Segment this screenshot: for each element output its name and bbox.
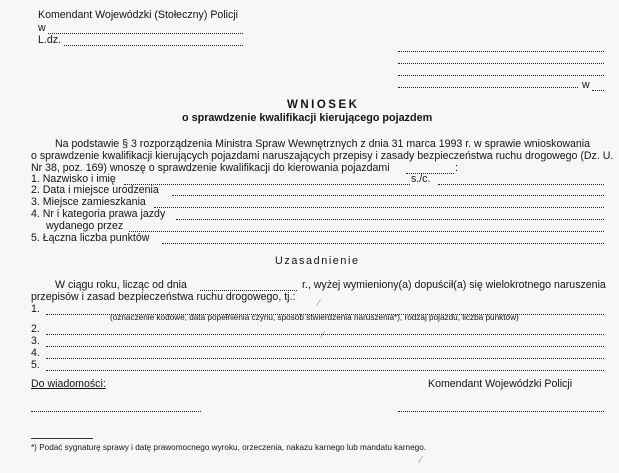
signature-field[interactable] [398,411,604,412]
field-label-sc: s./c. [411,173,431,185]
decorative-mark: ⁄ [420,455,422,466]
justification-line-2: przepisów i zasad bezpieczeństwa ruchu drogowego, tj.: [31,291,296,303]
issued-by-input[interactable] [129,231,604,232]
violation-input-2[interactable] [46,334,604,335]
footnote: *) Podać sygnaturę sprawy i datę prawomocnego wyroku, orzeczenia, nakazu karnego lub mandatu karnego. [31,443,427,452]
ldz-field[interactable] [64,45,243,46]
field-label-license: 4. Nr i kategoria prawa jazdy [31,208,166,220]
violation-number-3: 3. [31,335,40,347]
decorative-mark: ⁄ [318,298,320,309]
violation-note: (oznaczenie kodowe, data popełnienia czynu, sposób stwierdzenia naruszenia*), rodzaj pojazdu, liczba punktów) [110,313,519,322]
addressee-line-4[interactable] [398,87,578,88]
document-title: WNIOSEK [287,99,360,111]
cc-recipient-field[interactable] [31,411,201,412]
ldz-label: L.dz. [38,34,61,46]
birth-input[interactable] [172,195,604,196]
document-subtitle: o sprawdzenie kwalifikacji kierującego pojazdem [182,112,433,124]
violation-input-4[interactable] [46,358,604,359]
addressee-line-3[interactable] [398,75,604,76]
intro-line-2: o sprawdzenie kwalifikacji kierujących pojazdami naruszających przepisy i zasady bezpieczeństwa ruchu drogowego (Dz. U. [31,150,614,162]
parent-name-input[interactable] [438,184,604,185]
justification-heading: Uzasadnienie [275,255,360,267]
cc-label: Do wiadomości: [31,378,106,390]
field-label-address: 3. Miejsce zamieszkania [31,196,146,208]
name-input[interactable] [124,184,410,185]
intro-line-3: Nr 38, poz. 169) wnoszę o sprawdzenie kwalifikacji do kierowania pojazdami [31,162,390,174]
violation-input-3[interactable] [46,346,604,347]
points-input[interactable] [162,243,604,244]
issuing-authority: Komendant Wojewódzki (Stołeczny) Policji [38,9,238,21]
decorative-mark: ⁄ [322,330,324,341]
footnote-rule [31,438,93,439]
license-input[interactable] [176,219,604,220]
violation-number-2: 2. [31,323,40,335]
violation-number-1: 1. [31,303,40,315]
field-label-points: 5. Łączna liczba punktów [31,232,150,244]
intro-line-3-colon: : [455,162,458,174]
violation-input-5[interactable] [46,370,604,371]
violation-number-5: 5. [31,359,40,371]
addressee-w-field[interactable] [592,90,604,91]
intro-line-1: Na podstawie § 3 rozporządzenia Ministra Spraw Wewnętrznych z dnia 31 marca 1993 r. w sprawie wnioskowania [55,138,591,150]
addressee-line-1[interactable] [398,51,604,52]
violation-number-4: 4. [31,347,40,359]
addressee-w-label: w [582,79,590,91]
addressee-line-2[interactable] [398,63,604,64]
signatory-label: Komendant Wojewódzki Policji [428,378,573,390]
address-input[interactable] [154,207,604,208]
field-label-name: 1. Nazwisko i imię [31,173,116,185]
field-label-issued-by: wydanego przez [46,220,124,232]
field-label-birth: 2. Data i miejsce urodzenia [31,184,159,196]
justification-line-1a: W ciągu roku, licząc od dnia [55,279,187,291]
w-label: w [38,22,46,34]
w-field[interactable] [48,33,243,34]
justification-line-1b: r., wyżej wymieniony(a) dopuścił(a) się wielokrotnego naruszenia [302,279,606,291]
